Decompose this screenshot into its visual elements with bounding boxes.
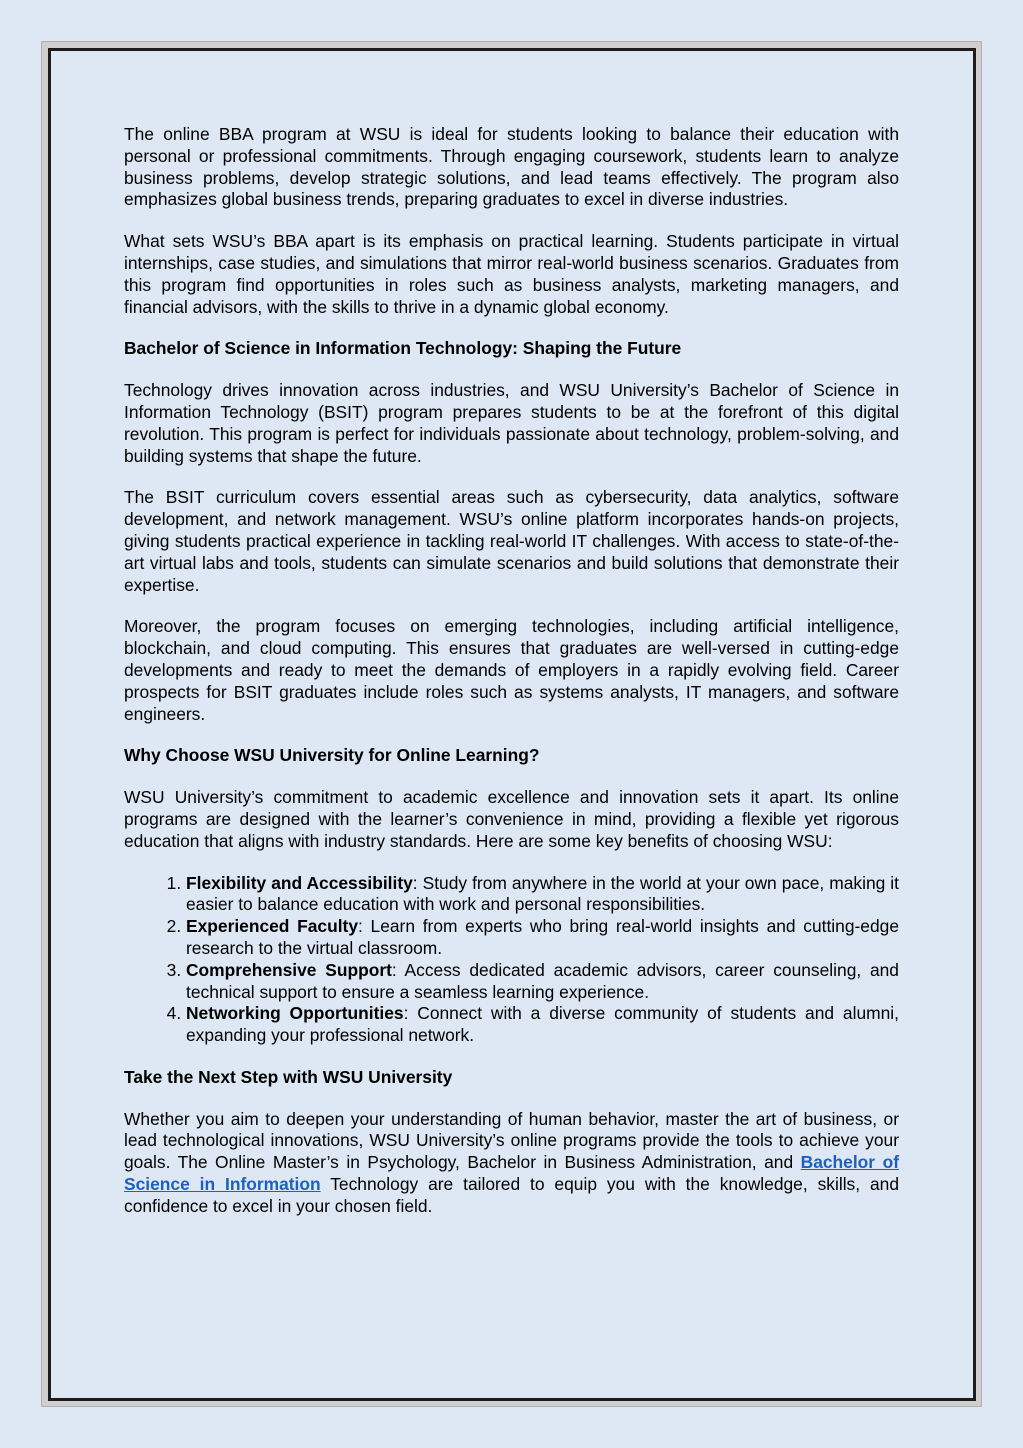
list-item [186, 873, 899, 917]
benefit-text: : Study from anywhere in the world at your own pace, making it easier to balance education with work and personal responsibilities. [186, 872, 899, 915]
benefit-title: Comprehensive Support [186, 959, 392, 980]
paragraph-bsit-intro: Technology drives innovation across industries, and WSU University’s Bachelor of Science in Information Technology (BSIT) program prepares students to be at the forefront of this digital revolution. This program is perfect for individuals passionate about technology, problem-solving, and building systems that shape the future. [124, 380, 899, 466]
heading-why-choose: Why Choose WSU University for Online Learning? [124, 745, 540, 766]
benefit-title: Networking Opportunities [186, 1003, 404, 1024]
benefits-list [124, 873, 899, 1047]
paragraph-bba-intro: The online BBA program at WSU is ideal for students looking to balance their education with personal or professional commitments. Through engaging coursework, students learn to analyze business problems, develop strategic solutions, and lead teams effectively. The program also emphasizes global business trends, preparing graduates to excel in diverse industries. [124, 124, 899, 210]
paragraph-next-step [124, 1109, 899, 1218]
paragraph-why-choose: WSU University’s commitment to academic excellence and innovation sets it apart. Its online programs are designed with the learner’s convenience in mind, providing a flexible yet rigorous education that aligns with industry standards. Here are some key benefits of choosing WSU: [124, 787, 899, 851]
benefit-text: : Connect with a diverse community of students and alumni, expanding your professional network. [186, 1003, 899, 1046]
document-body [124, 124, 899, 1238]
next-step-text-before: Whether you aim to deepen your understanding of human behavior, master the art of business, or lead technological innovations, WSU University’s online programs provide the tools to achieve your goals. The Online Master’s in Psychology, Bachelor in Business Administration, and [124, 1108, 899, 1173]
bsit-link[interactable]: Bachelor of Science in Information [124, 1152, 899, 1195]
benefit-title: Experienced Faculty [186, 916, 359, 937]
list-item [186, 916, 899, 960]
heading-next-step: Take the Next Step with WSU University [124, 1066, 453, 1087]
heading-bsit: Bachelor of Science in Information Technology: Shaping the Future [124, 338, 682, 359]
next-step-text-after: Technology are tailored to equip you with the knowledge, skills, and confidence to excel in your chosen field. [124, 1174, 899, 1216]
paragraph-bsit-emerging: Moreover, the program focuses on emerging technologies, including artificial intelligence, blockchain, and cloud computing. This ensures that graduates are well-versed in cutting-edge developments and ready to meet the demands of employers in a rapidly evolving field. Career prospects for BSIT graduates include roles such as systems analysts, IT managers, and software engineers. [124, 616, 899, 724]
benefit-text: : Learn from experts who bring real-world insights and cutting-edge research to the virtual classroom. [186, 916, 899, 958]
list-item [186, 960, 899, 1004]
benefit-text: : Access dedicated academic advisors, career counseling, and technical support to ensure a seamless learning experience. [186, 959, 899, 1002]
list-item [186, 1003, 899, 1047]
paragraph-bsit-curriculum: The BSIT curriculum covers essential areas such as cybersecurity, data analytics, software development, and network management. WSU’s online platform incorporates hands-on projects, giving students practical experience in tackling real-world IT challenges. With access to state-of-the-art virtual labs and tools, students can simulate scenarios and build solutions that demonstrate their expertise. [124, 487, 899, 595]
benefit-title: Flexibility and Accessibility [186, 872, 413, 893]
paragraph-bba-practical: What sets WSU’s BBA apart is its emphasis on practical learning. Students participate in virtual internships, case studies, and simulations that mirror real-world business scenarios. Graduates from this program find opportunities in roles such as business analysts, marketing managers, and financial advisors, with the skills to thrive in a dynamic global economy. [124, 231, 899, 317]
